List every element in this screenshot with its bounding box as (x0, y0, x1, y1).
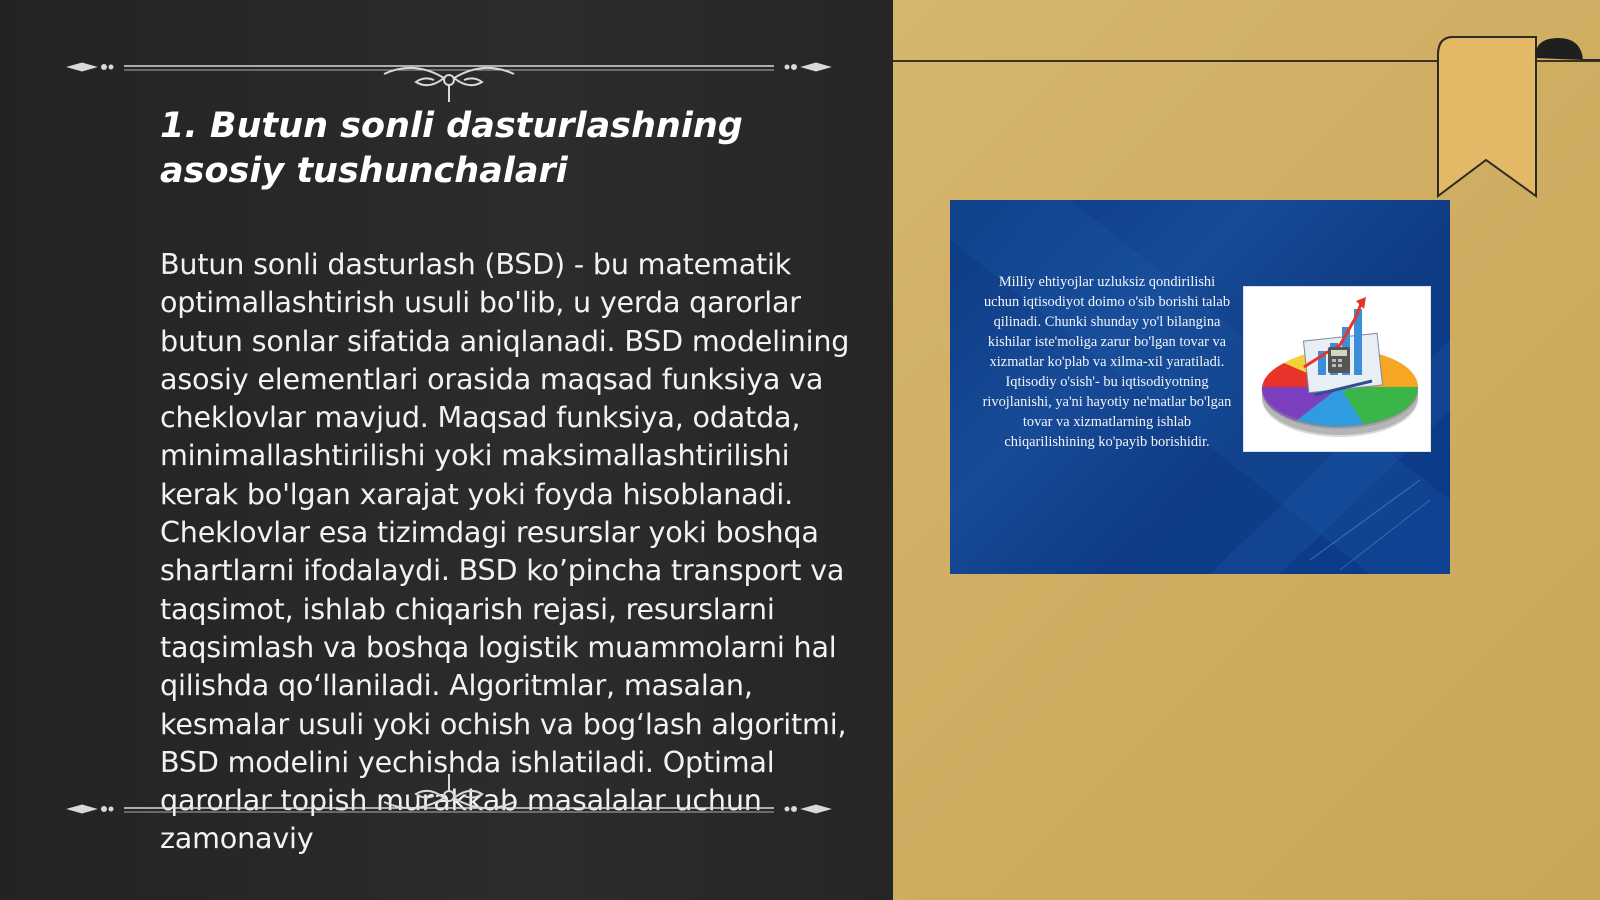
card-paragraph: Milliy ehtiyojlar uzluksiz qondirilishi uchun iqtisodiyot doimo o'sib borishi talab qilinadi. Chunki shunday yo'l bilangina kishilar iste'moliga zarur bo'lgan tovar va xizmatlar ko'plab va xilma-xil yaratiladi. Iqtisodiy o'sish'- bu iqtisodiyotning rivojlanishi, ya'ni hayotiy ne'matlar bo'lgan tovar va xizmatlarning ishlab chiqarilishining ko'payib borishidir. (982, 274, 1232, 450)
economy-info-card (950, 200, 1450, 574)
ornament-divider-top (64, 50, 834, 106)
chart-icon (1244, 287, 1430, 451)
slide-title: 1. Butun sonli dasturlashning asosiy tushunchalari (160, 106, 743, 191)
pie-chart-illustration (1243, 286, 1431, 452)
right-image-panel (893, 0, 1600, 900)
bookmark-ribbon-icon (893, 0, 1600, 210)
ornament-divider-bottom (64, 772, 834, 828)
slide-body-text: Butun sonli dasturlash (BSD) - bu matematik optimallashtirish usuli bo'lib, u yerda qarorlar butun sonlar sifatida aniqlanadi. BSD modelining asosiy elementlari orasida maqsad funksiya va cheklovlar mavjud. Maqsad funksiya, odatda, minimallashtirilishi yoki maksimallashtirilishi kerak bo'lgan xarajat yoki foyda hisoblanadi. Cheklovlar esa tizimdagi resurslar yoki boshqa shartlarni ifodalaydi. BSD ko’pincha transport va taqsimot, ishlab chiqarish rejasi, resurslarni taqsimlash va boshqa logistik muammolarni hal qilishda qo‘llaniladi. Algoritmlar, masalan, kesmalar usuli yoki ochish va bog‘lash algoritmi, BSD modelini yechishda ishlatiladi. Optimal qarorlar topish murakkab masalalar uchun zamonaviy (160, 247, 850, 856)
